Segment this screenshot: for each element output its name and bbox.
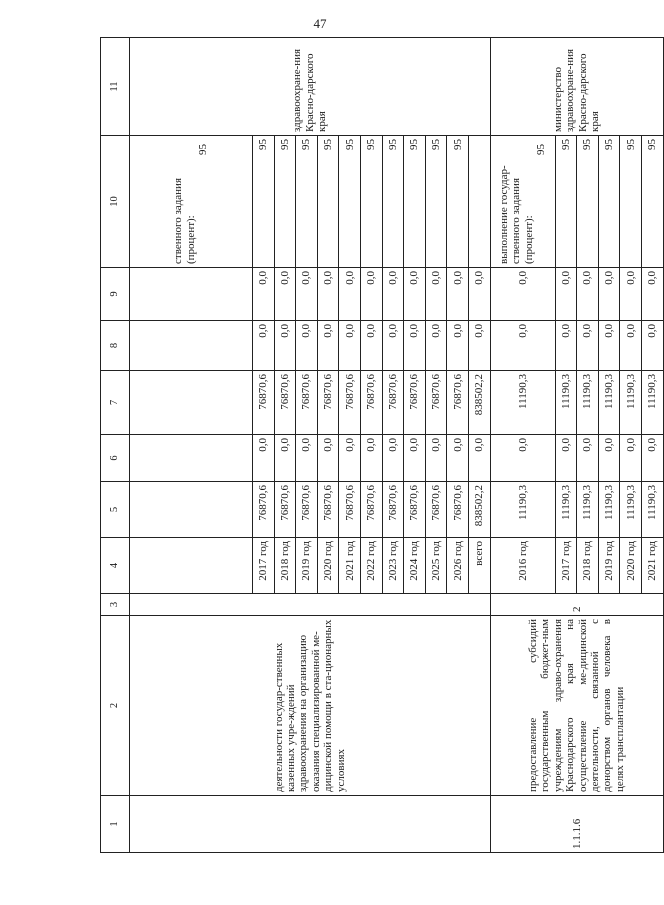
block2-first-c9: 0,0 [490,268,555,321]
cell-year: 2021 год [339,538,361,594]
cell-year: 2020 год [620,538,642,594]
cell-c6: 0,0 [620,435,642,482]
cell-c5: 11190,3 [620,482,642,538]
cell-c5: 76870,6 [296,482,318,538]
cell-c8: 0,0 [641,321,663,371]
cell-c6: 0,0 [404,435,426,482]
cell-c8: 0,0 [317,321,339,371]
cell-c6: 0,0 [360,435,382,482]
cell-c5: 76870,6 [425,482,447,538]
cell-c5: 76870,6 [360,482,382,538]
total-year: всего [468,538,490,594]
cell-c6: 0,0 [339,435,361,482]
cell-c6: 0,0 [317,435,339,482]
cell-c6: 0,0 [555,435,577,482]
cell-c10: 95 [253,136,275,268]
cell-c6: 0,0 [274,435,296,482]
cell-c10: 95 [274,136,296,268]
cell-year: 2026 год [447,538,469,594]
cell-c9: 0,0 [274,268,296,321]
cell-year: 2022 год [360,538,382,594]
cell-c8: 0,0 [425,321,447,371]
cell-c6: 0,0 [296,435,318,482]
empty-cell [130,482,253,538]
page-number: 47 [313,16,327,31]
rotated-table [100,38,659,853]
column-header: 6 [101,435,130,482]
cell-c7: 76870,6 [317,371,339,435]
cell-c9: 0,0 [620,268,642,321]
cell-c6: 0,0 [577,435,599,482]
cell-c10: 95 [360,136,382,268]
block2-status: 2 [490,594,663,616]
cell-c5: 11190,3 [555,482,577,538]
block2-first-year: 2016 год [490,538,555,594]
cell-c10: 95 [447,136,469,268]
cell-c10: 95 [641,136,663,268]
cell-c9: 0,0 [555,268,577,321]
cell-c5: 76870,6 [382,482,404,538]
cell-c7: 76870,6 [447,371,469,435]
cell-c9: 0,0 [253,268,275,321]
column-header: 2 [101,616,130,796]
column-header: 10 [101,136,130,268]
rotated-table-frame [100,38,659,853]
cell-c8: 0,0 [253,321,275,371]
cell-year: 2019 год [296,538,318,594]
cell-c7: 11190,3 [577,371,599,435]
empty-cell [130,321,253,371]
program-activities-table [100,37,664,853]
cell-year: 2017 год [253,538,275,594]
cell-c8: 0,0 [577,321,599,371]
empty-cell [130,268,253,321]
cell-c6: 0,0 [598,435,620,482]
cell-c9: 0,0 [447,268,469,321]
cell-c9: 0,0 [577,268,599,321]
cell-c9: 0,0 [296,268,318,321]
cell-year: 2024 год [404,538,426,594]
empty-cell [130,435,253,482]
cell-c7: 76870,6 [404,371,426,435]
cell-c7: 11190,3 [641,371,663,435]
block2-indicator-text: выполнение государ-ственного задания (процент): [497,165,535,264]
block1-first-row [130,38,253,853]
cell-c10: 95 [382,136,404,268]
cell-c9: 0,0 [598,268,620,321]
column-header: 3 [101,594,130,616]
cell-c6: 0,0 [447,435,469,482]
block1-indicator [130,136,253,268]
cell-c8: 0,0 [339,321,361,371]
cell-c9: 0,0 [339,268,361,321]
cell-c8: 0,0 [382,321,404,371]
block2-executor: министерство здравоохране-ния Красно-дарского края [490,38,663,136]
cell-year: 2017 год [555,538,577,594]
total-c7: 838502,2 [468,371,490,435]
cell-year: 2020 год [317,538,339,594]
cell-c6: 0,0 [641,435,663,482]
cell-c7: 76870,6 [425,371,447,435]
block2-description: предоставление субсидий государственным бюджет-ным учреждениям здраво-охранения Краснодарского края на осуществление ме-дицинской деятельности, связанной с донорством органов человека в целях трансплантации [490,616,663,796]
cell-year: 2025 год [425,538,447,594]
cell-c7: 11190,3 [598,371,620,435]
cell-c8: 0,0 [360,321,382,371]
cell-c8: 0,0 [296,321,318,371]
cell-year: 2018 год [577,538,599,594]
cell-c7: 76870,6 [339,371,361,435]
cell-c6: 0,0 [425,435,447,482]
cell-c7: 76870,6 [360,371,382,435]
total-c6: 0,0 [468,435,490,482]
cell-c8: 0,0 [404,321,426,371]
block2-first-row [490,38,555,853]
block1-indicator-text: ственного задания (процент): [172,177,197,264]
column-header: 8 [101,321,130,371]
cell-c7: 76870,6 [296,371,318,435]
block2-first-c6: 0,0 [490,435,555,482]
total-c5: 838502,2 [468,482,490,538]
empty-cell [130,538,253,594]
column-header: 7 [101,371,130,435]
cell-c8: 0,0 [598,321,620,371]
cell-year: 2023 год [382,538,404,594]
cell-c8: 0,0 [620,321,642,371]
column-header: 5 [101,482,130,538]
cell-c9: 0,0 [382,268,404,321]
block2-code: 1.1.1.6 [490,796,663,853]
block1-description: деятельности государ-ственных казенных учре-ждений здравоохранения на организацию оказания специализированной ме-дицинской помощи в ста-ционарных условиях [130,616,491,796]
cell-c5: 76870,6 [339,482,361,538]
cell-year: 2021 год [641,538,663,594]
total-c8: 0,0 [468,321,490,371]
cell-c9: 0,0 [641,268,663,321]
cell-c8: 0,0 [274,321,296,371]
cell-c10: 95 [317,136,339,268]
empty-cell [130,371,253,435]
cell-c9: 0,0 [425,268,447,321]
column-header: 11 [101,38,130,136]
cell-c5: 11190,3 [641,482,663,538]
cell-c10: 95 [425,136,447,268]
cell-c10: 95 [339,136,361,268]
cell-c10: 95 [598,136,620,268]
cell-c7: 11190,3 [555,371,577,435]
block2-first-c7: 11190,3 [490,371,555,435]
cell-c6: 0,0 [253,435,275,482]
cell-c9: 0,0 [404,268,426,321]
cell-c8: 0,0 [447,321,469,371]
cell-c5: 76870,6 [317,482,339,538]
cell-c9: 0,0 [360,268,382,321]
column-header: 1 [101,796,130,853]
cell-c7: 76870,6 [274,371,296,435]
cell-c10: 95 [555,136,577,268]
column-number-header-row [101,38,130,853]
cell-c5: 11190,3 [577,482,599,538]
cell-c10: 95 [620,136,642,268]
cell-c5: 76870,6 [274,482,296,538]
cell-c6: 0,0 [382,435,404,482]
cell-c5: 76870,6 [447,482,469,538]
block1-indicator-value: 95 [197,144,210,155]
block2-first-c8: 0,0 [490,321,555,371]
cell-year: 2019 год [598,538,620,594]
block2-indicator-value: 95 [534,144,547,155]
total-c9: 0,0 [468,268,490,321]
cell-c10: 95 [404,136,426,268]
cell-c10: 95 [296,136,318,268]
cell-c7: 76870,6 [382,371,404,435]
cell-c5: 11190,3 [598,482,620,538]
cell-c5: 76870,6 [404,482,426,538]
block1-status [130,594,491,616]
total-c10 [468,136,490,268]
cell-c9: 0,0 [317,268,339,321]
cell-c8: 0,0 [555,321,577,371]
column-header: 9 [101,268,130,321]
cell-c7: 76870,6 [253,371,275,435]
cell-c7: 11190,3 [620,371,642,435]
cell-c10: 95 [577,136,599,268]
block1-executor: здравоохране-ния Красно-дарского края [130,38,491,136]
block2-first-c5: 11190,3 [490,482,555,538]
cell-year: 2018 год [274,538,296,594]
column-header: 4 [101,538,130,594]
cell-c5: 76870,6 [253,482,275,538]
block2-indicator [490,136,555,268]
block1-code [130,796,491,853]
